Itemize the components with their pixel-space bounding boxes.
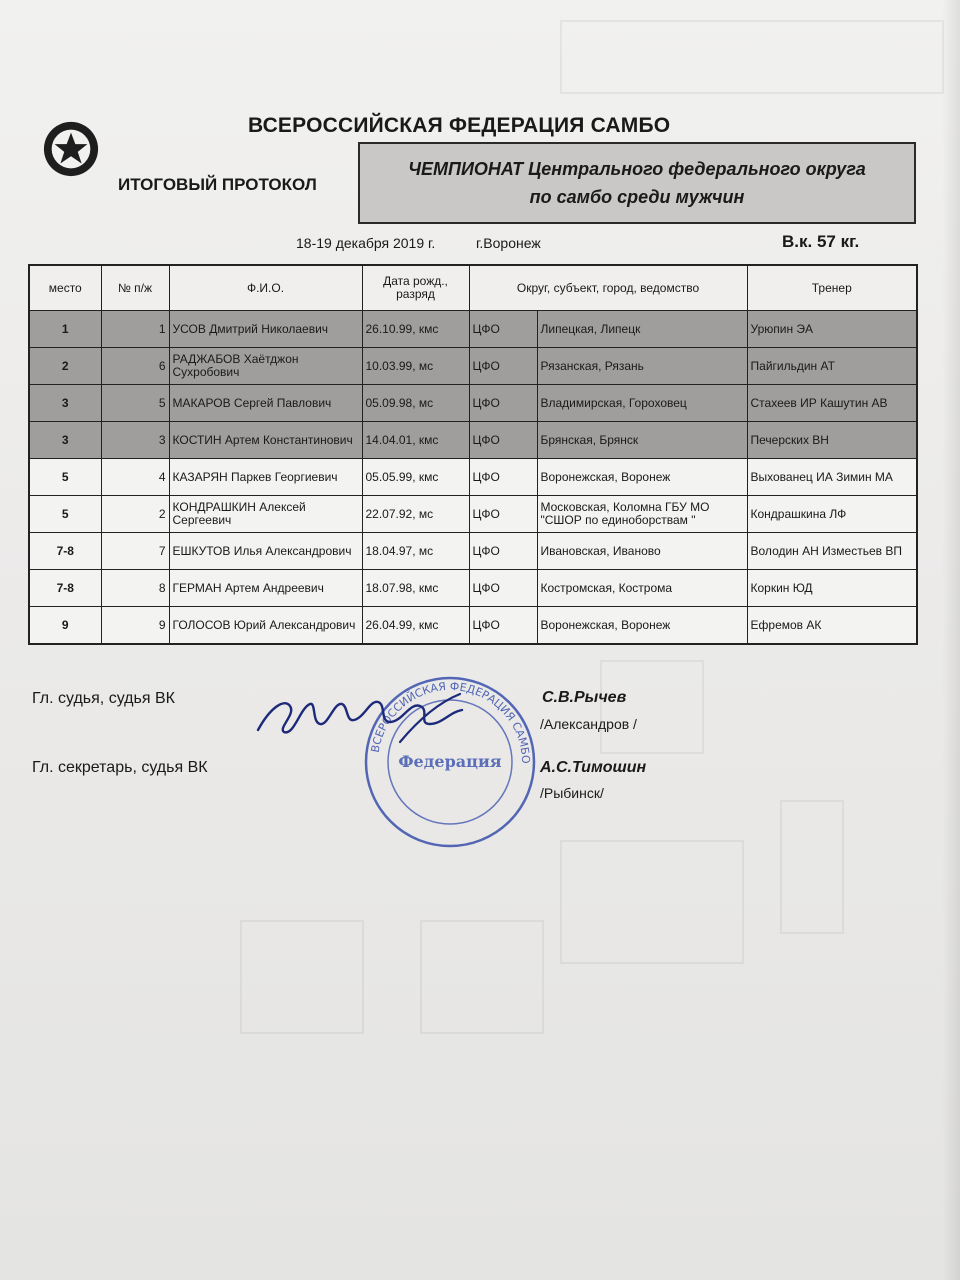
judge-signature bbox=[250, 688, 470, 748]
cell-district: ЦФО bbox=[469, 385, 537, 422]
cell-district: ЦФО bbox=[469, 348, 537, 385]
cell-district: ЦФО bbox=[469, 570, 537, 607]
cell-name: КОНДРАШКИН Алексей Сергеевич bbox=[169, 496, 362, 533]
cell-region: Рязанская, Рязань bbox=[537, 348, 747, 385]
cell-coach: Ефремов АК bbox=[747, 607, 917, 645]
chief-judge-name: С.В.Рычев bbox=[542, 689, 627, 706]
table-row bbox=[29, 348, 917, 385]
cell-birth: 05.05.99, кмс bbox=[362, 459, 469, 496]
bleed-through-box bbox=[560, 20, 944, 94]
cell-place: 7-8 bbox=[29, 533, 101, 570]
protocol-title: ИТОГОВЫЙ ПРОТОКОЛ bbox=[118, 175, 317, 194]
stamp-center-text: Федерация bbox=[398, 752, 502, 771]
cell-birth: 26.10.99, кмс bbox=[362, 311, 469, 348]
cell-coach: Коркин ЮД bbox=[747, 570, 917, 607]
cell-place: 1 bbox=[29, 311, 101, 348]
bleed-through-box bbox=[240, 920, 364, 1034]
results-table bbox=[28, 264, 918, 645]
stamp-outer-text: ВСЕРОССИЙСКАЯ ФЕДЕРАЦИЯ САМБО bbox=[368, 679, 533, 764]
cell-birth: 18.04.97, мс bbox=[362, 533, 469, 570]
cell-district: ЦФО bbox=[469, 311, 537, 348]
column-header-region: Округ, субъект, город, ведомство bbox=[469, 265, 747, 311]
sambo-federation-logo-icon bbox=[42, 120, 100, 178]
cell-coach: Кондрашкина ЛФ bbox=[747, 496, 917, 533]
table-row bbox=[29, 385, 917, 422]
table-row bbox=[29, 496, 917, 533]
cell-district: ЦФО bbox=[469, 607, 537, 645]
cell-coach: Урюпин ЭА bbox=[747, 311, 917, 348]
chief-judge-label: Гл. судья, судья ВК bbox=[32, 690, 175, 707]
cell-name: МАКАРОВ Сергей Павлович bbox=[169, 385, 362, 422]
cell-birth: 18.07.98, кмс bbox=[362, 570, 469, 607]
cell-birth: 14.04.01, кмс bbox=[362, 422, 469, 459]
chief-secretary-city: /Рыбинск/ bbox=[540, 785, 604, 801]
cell-coach: Володин АН Изместьев ВП bbox=[747, 533, 917, 570]
table-row bbox=[29, 570, 917, 607]
cell-place: 3 bbox=[29, 422, 101, 459]
table-row bbox=[29, 311, 917, 348]
federation-title: ВСЕРОССИЙСКАЯ ФЕДЕРАЦИЯ САМБО bbox=[248, 114, 671, 137]
cell-birth: 22.07.92, мс bbox=[362, 496, 469, 533]
table-row bbox=[29, 422, 917, 459]
cell-birth: 10.03.99, мс bbox=[362, 348, 469, 385]
cell-number: 9 bbox=[101, 607, 169, 645]
cell-number: 4 bbox=[101, 459, 169, 496]
cell-name: ГОЛОСОВ Юрий Александрович bbox=[169, 607, 362, 645]
cell-number: 3 bbox=[101, 422, 169, 459]
cell-coach: Стахеев ИР Кашутин АВ bbox=[747, 385, 917, 422]
cell-region: Воронежская, Воронеж bbox=[537, 459, 747, 496]
championship-title: ЧЕМПИОНАТ Центрального федерального округа по самбо среди мужчин bbox=[408, 159, 866, 207]
cell-district: ЦФО bbox=[469, 533, 537, 570]
cell-region: Ивановская, Иваново bbox=[537, 533, 747, 570]
table-row bbox=[29, 459, 917, 496]
chief-secretary-label: Гл. секретарь, судья ВК bbox=[32, 759, 208, 776]
bleed-through-box bbox=[600, 660, 704, 754]
cell-coach: Печерских ВН bbox=[747, 422, 917, 459]
bleed-through-box bbox=[420, 920, 544, 1034]
bleed-through-box bbox=[560, 840, 744, 964]
cell-name: УСОВ Дмитрий Николаевич bbox=[169, 311, 362, 348]
column-header-coach: Тренер bbox=[747, 265, 917, 311]
table-row bbox=[29, 607, 917, 645]
cell-place: 7-8 bbox=[29, 570, 101, 607]
cell-place: 5 bbox=[29, 459, 101, 496]
cell-district: ЦФО bbox=[469, 459, 537, 496]
column-header-birth: Дата рожд., разряд bbox=[362, 265, 469, 311]
cell-region: Владимирская, Гороховец bbox=[537, 385, 747, 422]
cell-number: 8 bbox=[101, 570, 169, 607]
cell-number: 7 bbox=[101, 533, 169, 570]
cell-name: ГЕРМАН Артем Андреевич bbox=[169, 570, 362, 607]
cell-number: 1 bbox=[101, 311, 169, 348]
cell-name: КАЗАРЯН Паркев Георгиевич bbox=[169, 459, 362, 496]
cell-name: КОСТИН Артем Константинович bbox=[169, 422, 362, 459]
weight-category: В.к. 57 кг. bbox=[782, 232, 860, 251]
cell-birth: 05.09.98, мс bbox=[362, 385, 469, 422]
cell-region: Воронежская, Воронеж bbox=[537, 607, 747, 645]
cell-district: ЦФО bbox=[469, 422, 537, 459]
table-row bbox=[29, 533, 917, 570]
cell-birth: 26.04.99, кмс bbox=[362, 607, 469, 645]
cell-region: Костромская, Кострома bbox=[537, 570, 747, 607]
chief-judge-city: /Александров / bbox=[540, 716, 637, 732]
cell-number: 6 bbox=[101, 348, 169, 385]
event-dates: 18-19 декабря 2019 г. bbox=[296, 235, 436, 251]
column-header-place: место bbox=[29, 265, 101, 311]
cell-number: 5 bbox=[101, 385, 169, 422]
cell-name: РАДЖАБОВ Хаётджон Сухробович bbox=[169, 348, 362, 385]
table-header-row bbox=[29, 265, 917, 311]
cell-number: 2 bbox=[101, 496, 169, 533]
cell-place: 9 bbox=[29, 607, 101, 645]
chief-secretary-name: А.С.Тимошин bbox=[540, 759, 647, 776]
cell-region: Липецкая, Липецк bbox=[537, 311, 747, 348]
cell-coach: Пайгильдин АТ bbox=[747, 348, 917, 385]
cell-district: ЦФО bbox=[469, 496, 537, 533]
cell-coach: Выхованец ИА Зимин МА bbox=[747, 459, 917, 496]
cell-region: Московская, Коломна ГБУ МО "СШОР по единоборствам " bbox=[537, 496, 747, 533]
column-header-number: № п/ж bbox=[101, 265, 169, 311]
event-city: г.Воронеж bbox=[476, 235, 541, 251]
page-edge-shadow bbox=[942, 0, 960, 1280]
championship-title-box bbox=[358, 142, 916, 224]
cell-name: ЕШКУТОВ Илья Александрович bbox=[169, 533, 362, 570]
bleed-through-box bbox=[780, 800, 844, 934]
column-header-name: Ф.И.О. bbox=[169, 265, 362, 311]
cell-place: 5 bbox=[29, 496, 101, 533]
cell-region: Брянская, Брянск bbox=[537, 422, 747, 459]
cell-place: 3 bbox=[29, 385, 101, 422]
cell-place: 2 bbox=[29, 348, 101, 385]
